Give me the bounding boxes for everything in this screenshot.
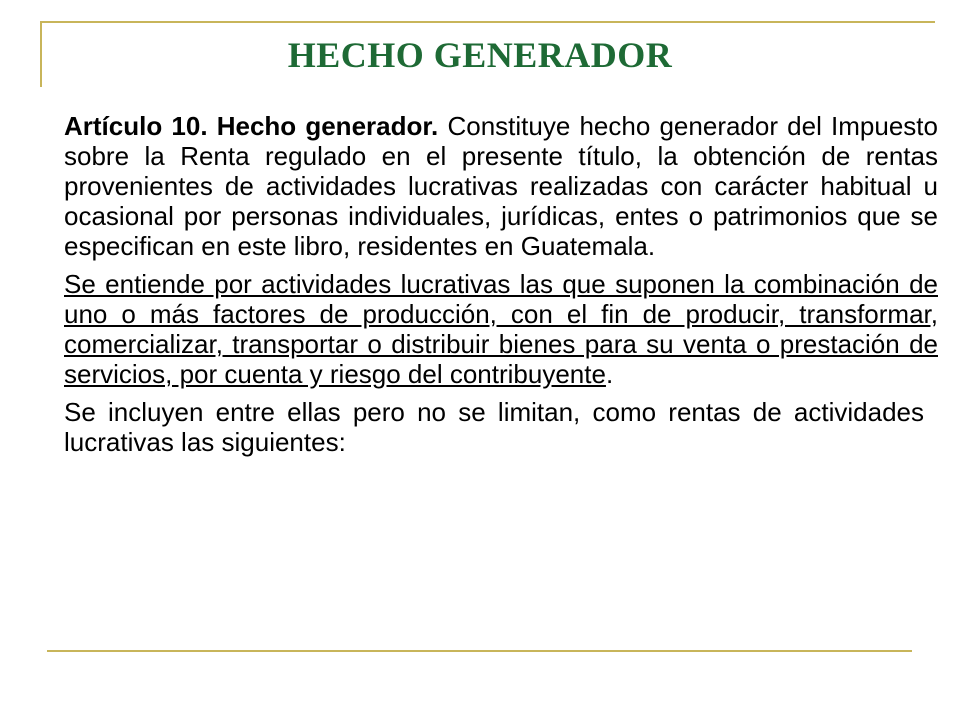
article-paragraph xyxy=(64,111,938,261)
definition-underlined-text: Se entiende por actividades lucrativas las que suponen la combinación de uno o más factores de producción, con el fin de producir, transformar, comercializar, transportar o distribuir bienes para su venta o prestación de servicios, por cuenta y riesgo del contribuyente xyxy=(64,269,938,389)
slide-title: HECHO GENERADOR xyxy=(287,35,673,75)
bottom-border-line xyxy=(47,650,912,652)
inclusion-paragraph xyxy=(64,397,924,457)
article-text: Constituye hecho generador del Impuesto sobre la Renta regulado en el presente título, la obtención de rentas provenientes de actividades lucrativas realizadas con carácter habitual u ocasional por personas individuales, jurídicas, entes o patrimonios que se especifican en este libro, residentes en Guatemala. xyxy=(64,111,938,261)
definition-period: . xyxy=(605,359,614,389)
definition-paragraph xyxy=(64,269,938,389)
slide-body xyxy=(64,111,938,465)
inclusion-text: Se incluyen entre ellas pero no se limitan, como rentas de actividades lucrativas las siguientes: xyxy=(64,397,924,457)
top-border-line xyxy=(40,21,935,23)
article-heading: Artículo 10. Hecho generador. xyxy=(64,111,439,141)
